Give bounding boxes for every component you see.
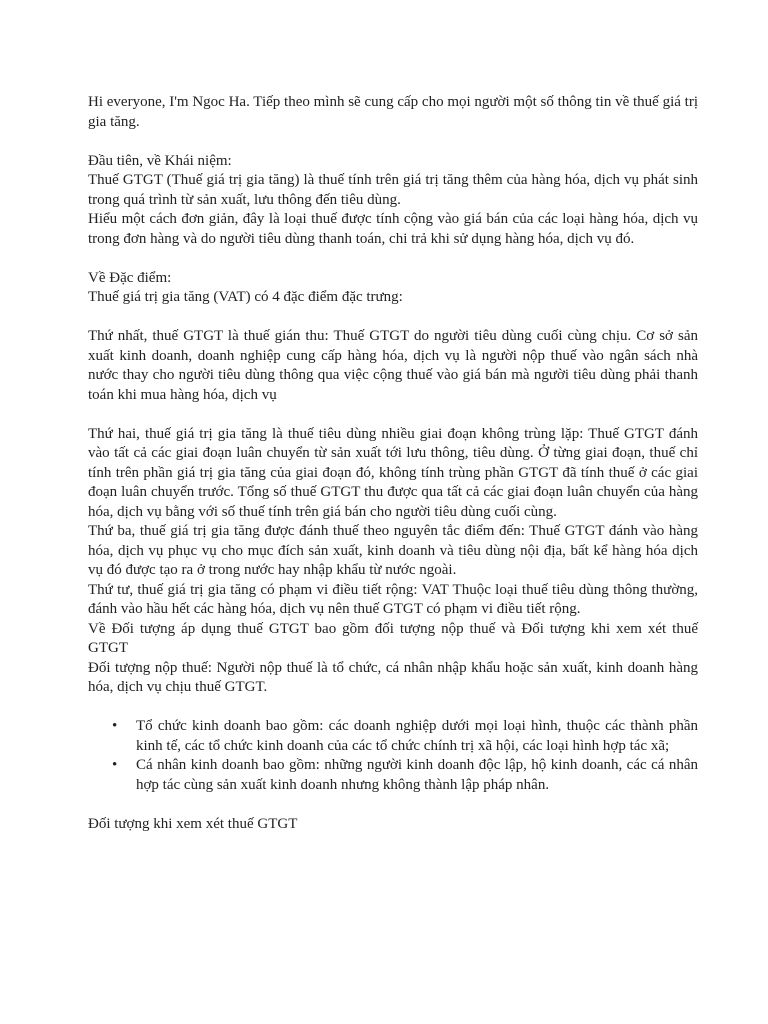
list-item-text: Tổ chức kinh doanh bao gồm: các doanh nghiệp dưới mọi loại hình, thuộc các thành phần kinh tế, các tổ chức kinh doanh của các tổ chức chính trị xã hội, các loại hình hợp tác xã; — [136, 718, 698, 754]
spacer — [88, 795, 698, 815]
feature-2-paragraph: Thứ hai, thuế giá trị gia tăng là thuế tiêu dùng nhiều giai đoạn không trùng lặp: Thuế GTGT đánh vào tất cả các giai đoạn luân chuyển từ sản xuất tới lưu thông, tiêu dùng. Ở từng giai đoạn, thuế chỉ tính trên phần giá trị gia tăng của giai đoạn đó, không tính trùng phần GTGT đã tính thuế ở các giai đoạn luân chuyển trước. Tổng số thuế GTGT thu được qua tất cả các giai đoạn luân chuyển của hàng hóa, dịch vụ bằng với số thuế tính trên giá bán cho người tiêu dùng cuối cùng. — [88, 425, 698, 520]
concept-paragraph-1: Thuế GTGT (Thuế giá trị gia tăng) là thuế tính trên giá trị tăng thêm của hàng hóa, dịch vụ phát sinh trong quá trình từ sản xuất, lưu thông đến tiêu dùng. — [88, 172, 698, 208]
spacer — [88, 698, 698, 718]
bullet-list — [88, 717, 698, 795]
bullet-marker: • — [112, 718, 118, 734]
feature-3-paragraph: Thứ ba, thuế giá trị gia tăng được đánh thuế theo nguyên tắc điểm đến: Thuế GTGT đánh vào hàng hóa, dịch vụ phục vụ cho mục đích sản xuất, kinh doanh và tiêu dùng nội địa, bất kể hàng hóa dịch vụ đó được tạo ra ở trong nước hay nhập khẩu từ nước ngoài. — [88, 523, 698, 578]
intro-paragraph: Hi everyone, I'm Ngoc Ha. Tiếp theo mình sẽ cung cấp cho mọi người một số thông tin về thuế giá trị gia tăng. — [88, 94, 698, 130]
features-intro: Thuế giá trị gia tăng (VAT) có 4 đặc điểm đặc trưng: — [88, 289, 403, 305]
spacer — [88, 249, 698, 269]
spacer — [88, 132, 698, 152]
feature-4-paragraph: Thứ tư, thuế giá trị gia tăng có phạm vi điều tiết rộng: VAT Thuộc loại thuế tiêu dùng thông thường, đánh vào hầu hết các hàng hóa, dịch vụ nên thuế GTGT có phạm vi điều tiết rộng. — [88, 581, 698, 617]
list-item — [112, 756, 698, 795]
review-heading: Đối tượng khi xem xét thuế GTGT — [88, 815, 298, 832]
concept-heading: Đầu tiên, về Khái niệm: — [88, 152, 232, 169]
list-item-text: Cá nhân kinh doanh bao gồm: những người kinh doanh độc lập, hộ kinh doanh, các cá nhân hợp tác cùng sản xuất kinh doanh nhưng không thành lập pháp nhân. — [136, 757, 698, 793]
feature-1-paragraph: Thứ nhất, thuế GTGT là thuế gián thu: Thuế GTGT do người tiêu dùng cuối cùng chịu. Cơ sở sản xuất kinh doanh, doanh nghiệp cung cấp hàng hóa, dịch vụ là người nộp thuế vào ngân sách nhà nước thay cho người tiêu dùng thông qua việc cộng thuế vào giá bán mà người tiêu dùng phải thanh toán khi mua hàng hóa, dịch vụ — [88, 328, 698, 403]
subjects-heading: Về Đối tượng áp dụng thuế GTGT bao gồm đối tượng nộp thuế và Đối tượng khi xem xét thuế GTGT — [88, 620, 698, 656]
concept-paragraph-2: Hiểu một cách đơn giản, đây là loại thuế được tính cộng vào giá bán của các loại hàng hóa, dịch vụ trong đơn hàng và do người tiêu dùng thanh toán, chi trả khi sử dụng hàng hóa, dịch vụ đó. — [88, 211, 698, 247]
spacer — [88, 308, 698, 328]
bullet-marker: • — [112, 757, 118, 773]
list-item — [112, 717, 698, 756]
spacer — [88, 405, 698, 425]
features-heading: Về Đặc điểm: — [88, 269, 172, 286]
taxpayer-paragraph: Đối tượng nộp thuế: Người nộp thuế là tổ chức, cá nhân nhập khẩu hoặc sản xuất, kinh doanh hàng hóa, dịch vụ chịu thuế GTGT. — [88, 659, 698, 695]
